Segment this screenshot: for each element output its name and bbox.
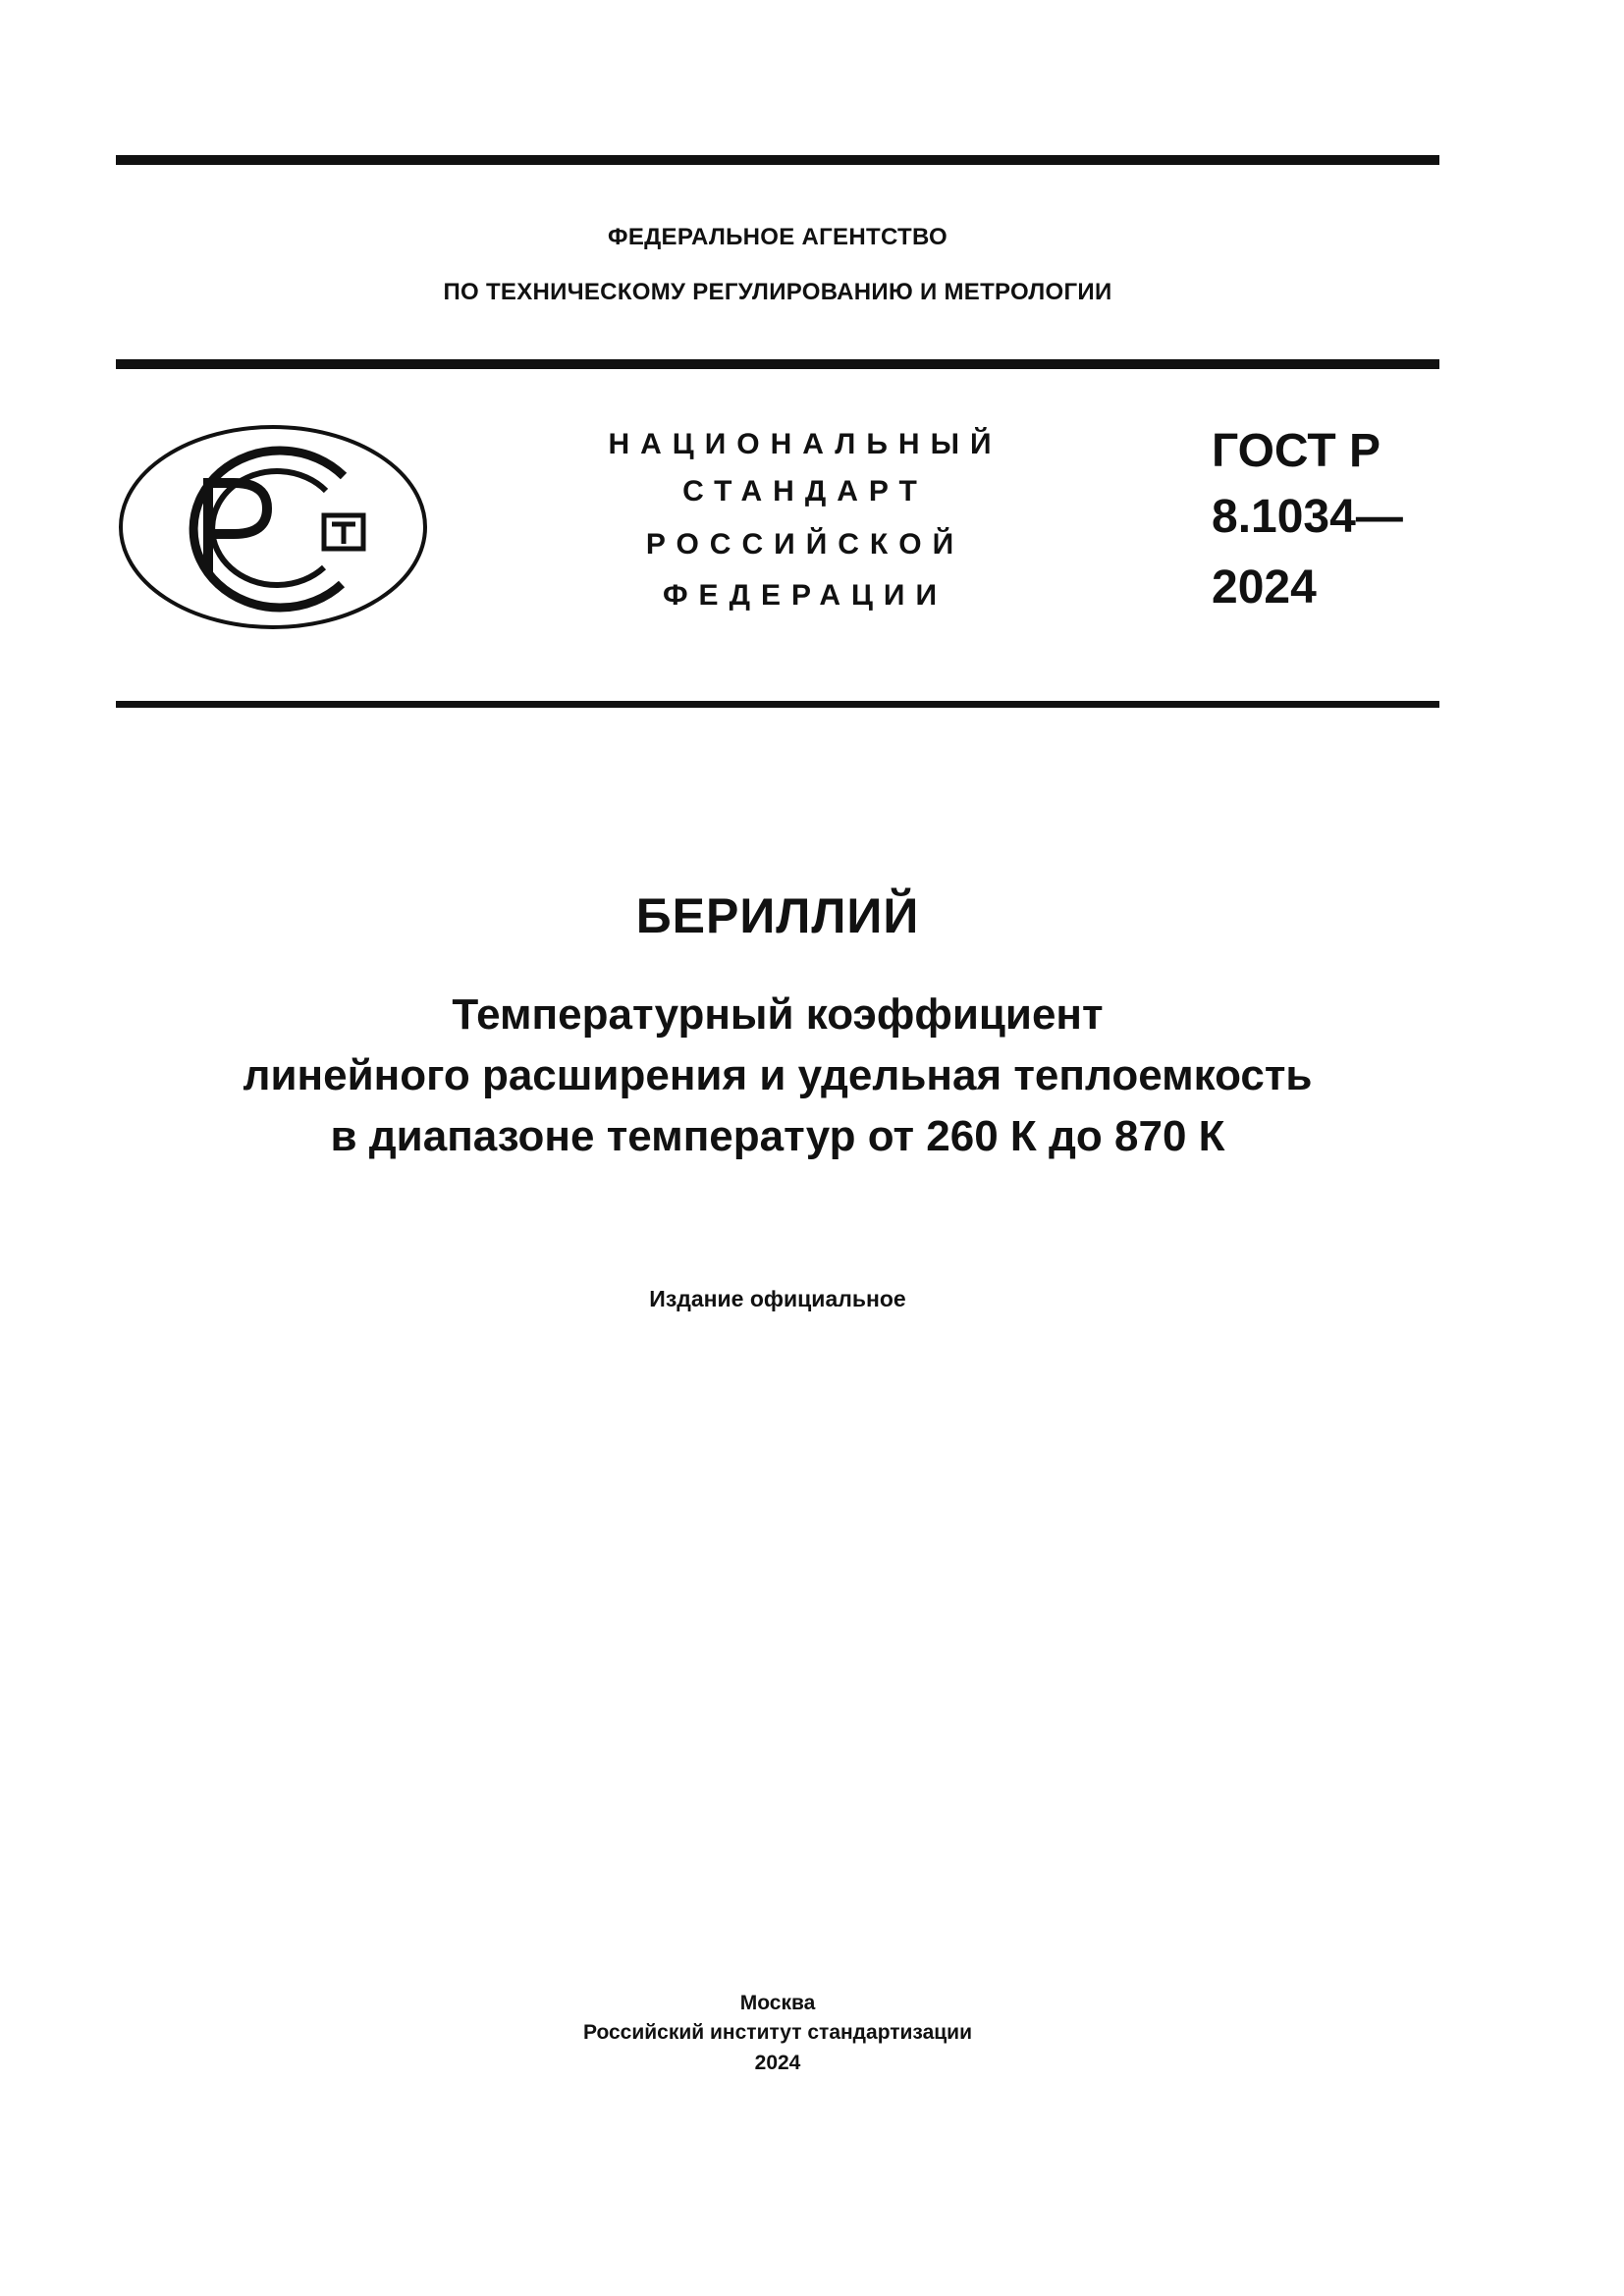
agency-name-line2: ПО ТЕХНИЧЕСКОМУ РЕГУЛИРОВАНИЮ И МЕТРОЛОГИИ: [443, 279, 1112, 305]
document-title: БЕРИЛЛИЙ: [635, 888, 920, 943]
gost-designation-line3: 2024: [1212, 561, 1317, 614]
bottom-divider: [116, 701, 1439, 708]
document-subtitle-line1: Температурный коэффициент: [452, 990, 1104, 1039]
national-standard-line1: НАЦИОНАЛЬНЫЙ: [608, 428, 1002, 460]
top-divider: [116, 155, 1439, 165]
national-standard-line3: РОССИЙСКОЙ: [645, 528, 965, 561]
agency-name-line1: ФЕДЕРАЛЬНОЕ АГЕНТСТВО: [608, 224, 947, 250]
gost-designation-line1: ГОСТ Р: [1212, 425, 1381, 477]
document-subtitle-line2: линейного расширения и удельная теплоемкость: [243, 1051, 1313, 1099]
edition-note: Издание официальное: [649, 1286, 906, 1311]
document-subtitle-line3: в диапазоне температур от 260 К до 870 К: [330, 1112, 1225, 1160]
national-standard-line2: СТАНДАРТ: [682, 475, 928, 507]
footer-city: Москва: [739, 1992, 816, 2014]
rst-emblem-icon: [116, 422, 430, 632]
gost-designation-line2: 8.1034—: [1212, 491, 1403, 543]
footer-publisher: Российский институт стандартизации: [582, 2021, 973, 2044]
footer-year: 2024: [754, 2052, 801, 2074]
middle-divider: [116, 359, 1439, 369]
national-standard-line4: ФЕДЕРАЦИИ: [662, 579, 948, 612]
